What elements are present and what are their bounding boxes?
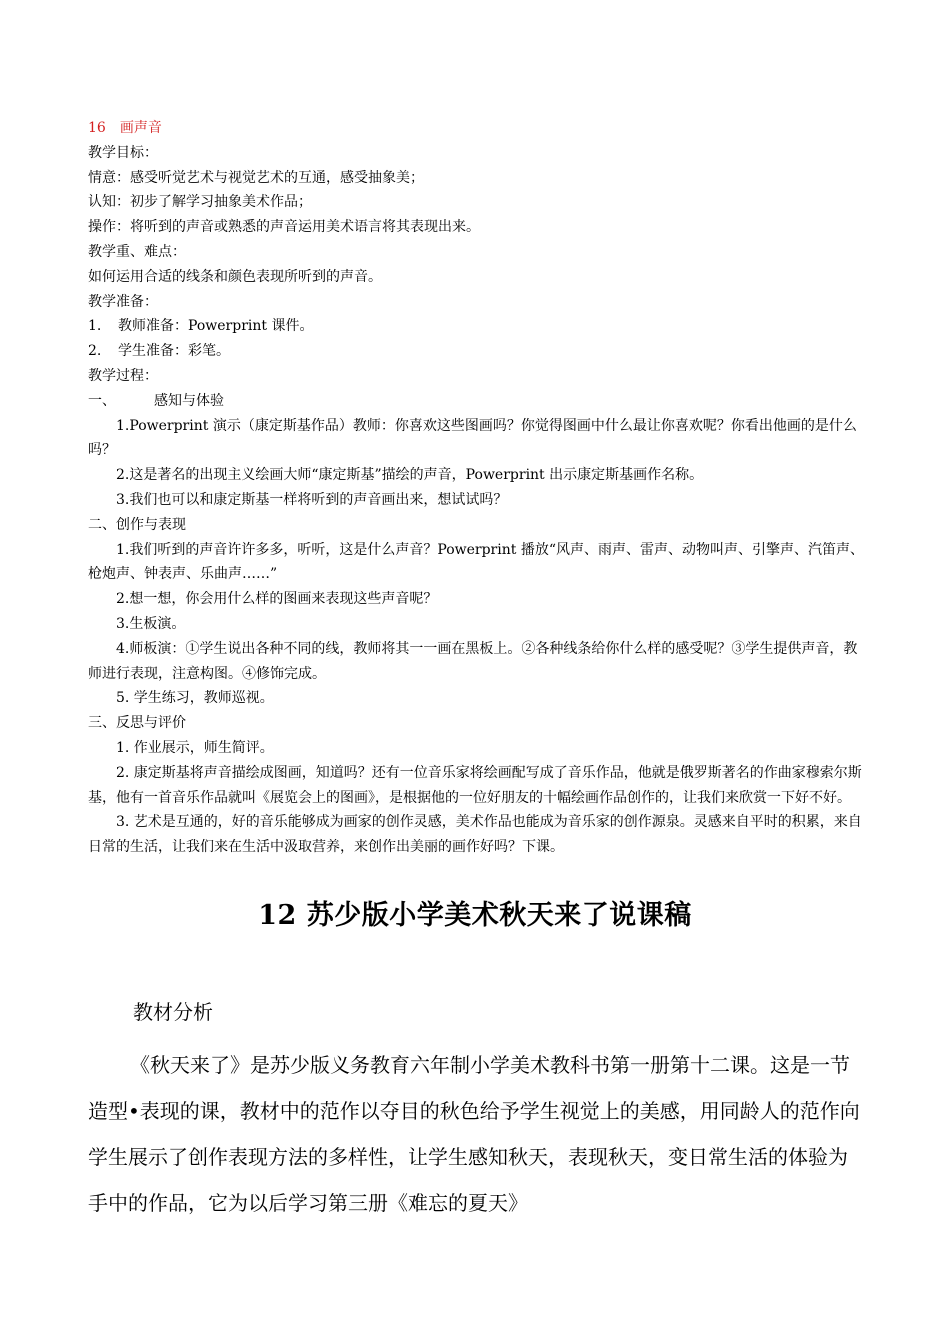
lesson-12-title: 12 苏少版小学美术秋天来了说课稿 xyxy=(258,900,692,931)
prep-item-number: 2. xyxy=(88,343,102,360)
section-1-item: 2.这是著名的出现主义绘画大师“康定斯基”描绘的声音，Powerprint 出示康定斯基画作名称。 xyxy=(116,467,704,484)
material-analysis-heading: 教材分析 xyxy=(133,1000,213,1024)
section-1-heading xyxy=(88,389,866,414)
section-1-label: 感知与体验 xyxy=(154,392,224,409)
section-1-item: 1.Powerprint 演示（康定斯基作品）教师：你喜欢这些图画吗？你觉得图画中什么最让你喜欢呢？你看出他画的是什么吗？ xyxy=(88,417,857,459)
section-2-heading: 二、创作与表现 xyxy=(88,516,186,533)
objective-cognition: 认知：初步了解学习抽象美术作品； xyxy=(88,194,312,211)
section-2-item: 3.生板演。 xyxy=(116,615,186,632)
section-3-item: 2. 康定斯基将声音描绘成图画，知道吗？还有一位音乐家将绘画配写成了音乐作品，他就是俄罗斯著名的作曲家穆索尔斯基，他有一首音乐作品就叫《展览会上的图画》，是根据他的一位好朋友的十幅绘画作品创作的，让我们来欣赏一下好不好。 xyxy=(88,764,862,806)
prep-item-text: 学生准备：彩笔。 xyxy=(118,343,230,360)
section-2-item: 5. 学生练习，教师巡视。 xyxy=(116,690,274,707)
prep-item xyxy=(88,339,866,364)
section-1-number: 一、 xyxy=(88,392,116,409)
lesson-12-section xyxy=(88,990,866,1226)
objectives-label: 教学目标： xyxy=(88,144,158,161)
process-label: 教学过程： xyxy=(88,367,158,384)
prep-item xyxy=(88,314,866,339)
section-1-item: 3.我们也可以和康定斯基一样将听到的声音画出来，想试试吗？ xyxy=(116,491,508,508)
lesson-16-section xyxy=(88,116,866,860)
prep-item-text: 教师准备：Powerprint 课件。 xyxy=(118,318,314,335)
prep-item-number: 1. xyxy=(88,318,102,335)
preparation-label: 教学准备： xyxy=(88,293,158,310)
section-2-item: 1.我们听到的声音许许多多，听听，这是什么声音？Powerprint 播放“风声、雨声、雷声、动物叫声、引擎声、汽笛声、枪炮声、钟表声、乐曲声……” xyxy=(88,541,864,583)
section-2-item: 4.师板演：①学生说出各种不同的线，教师将其一一画在黑板上。②各种线条给你什么样的感受呢？③学生提供声音，教师进行表现，注意构图。④修饰完成。 xyxy=(88,640,858,682)
material-analysis-paragraph: 《秋天来了》是苏少版义务教育六年制小学美术教科书第一册第十二课。这是一节造型•表现的课，教材中的范作以夺目的秋色给予学生视觉上的美感，用同龄人的范作向学生展示了创作表现方法的多样性，让学生感知秋天，表现秋天，变日常生活的体验为手中的作品，它为以后学习第三册《难忘的夏天》 xyxy=(88,1053,860,1215)
key-points-text: 如何运用合适的线条和颜色表现所听到的声音。 xyxy=(88,268,382,285)
key-points-label: 教学重、难点： xyxy=(88,243,186,260)
lesson-16-title: 16 画声音 xyxy=(88,120,162,136)
section-3-heading: 三、反思与评价 xyxy=(88,715,186,732)
objective-operation: 操作：将听到的声音或熟悉的声音运用美术语言将其表现出来。 xyxy=(88,219,480,236)
section-2-item: 2.想一想，你会用什么样的图画来表现这些声音呢？ xyxy=(116,591,438,608)
section-3-item: 3. 艺术是互通的，好的音乐能够成为画家的创作灵感，美术作品也能成为音乐家的创作源泉。灵感来自平时的积累，来自日常的生活，让我们来在生活中汲取营养，来创作出美丽的画作好吗？下课。 xyxy=(88,814,862,856)
section-3-item: 1. 作业展示，师生简评。 xyxy=(116,739,274,756)
objective-emotion: 情意：感受听觉艺术与视觉艺术的互通，感受抽象美； xyxy=(88,169,424,186)
